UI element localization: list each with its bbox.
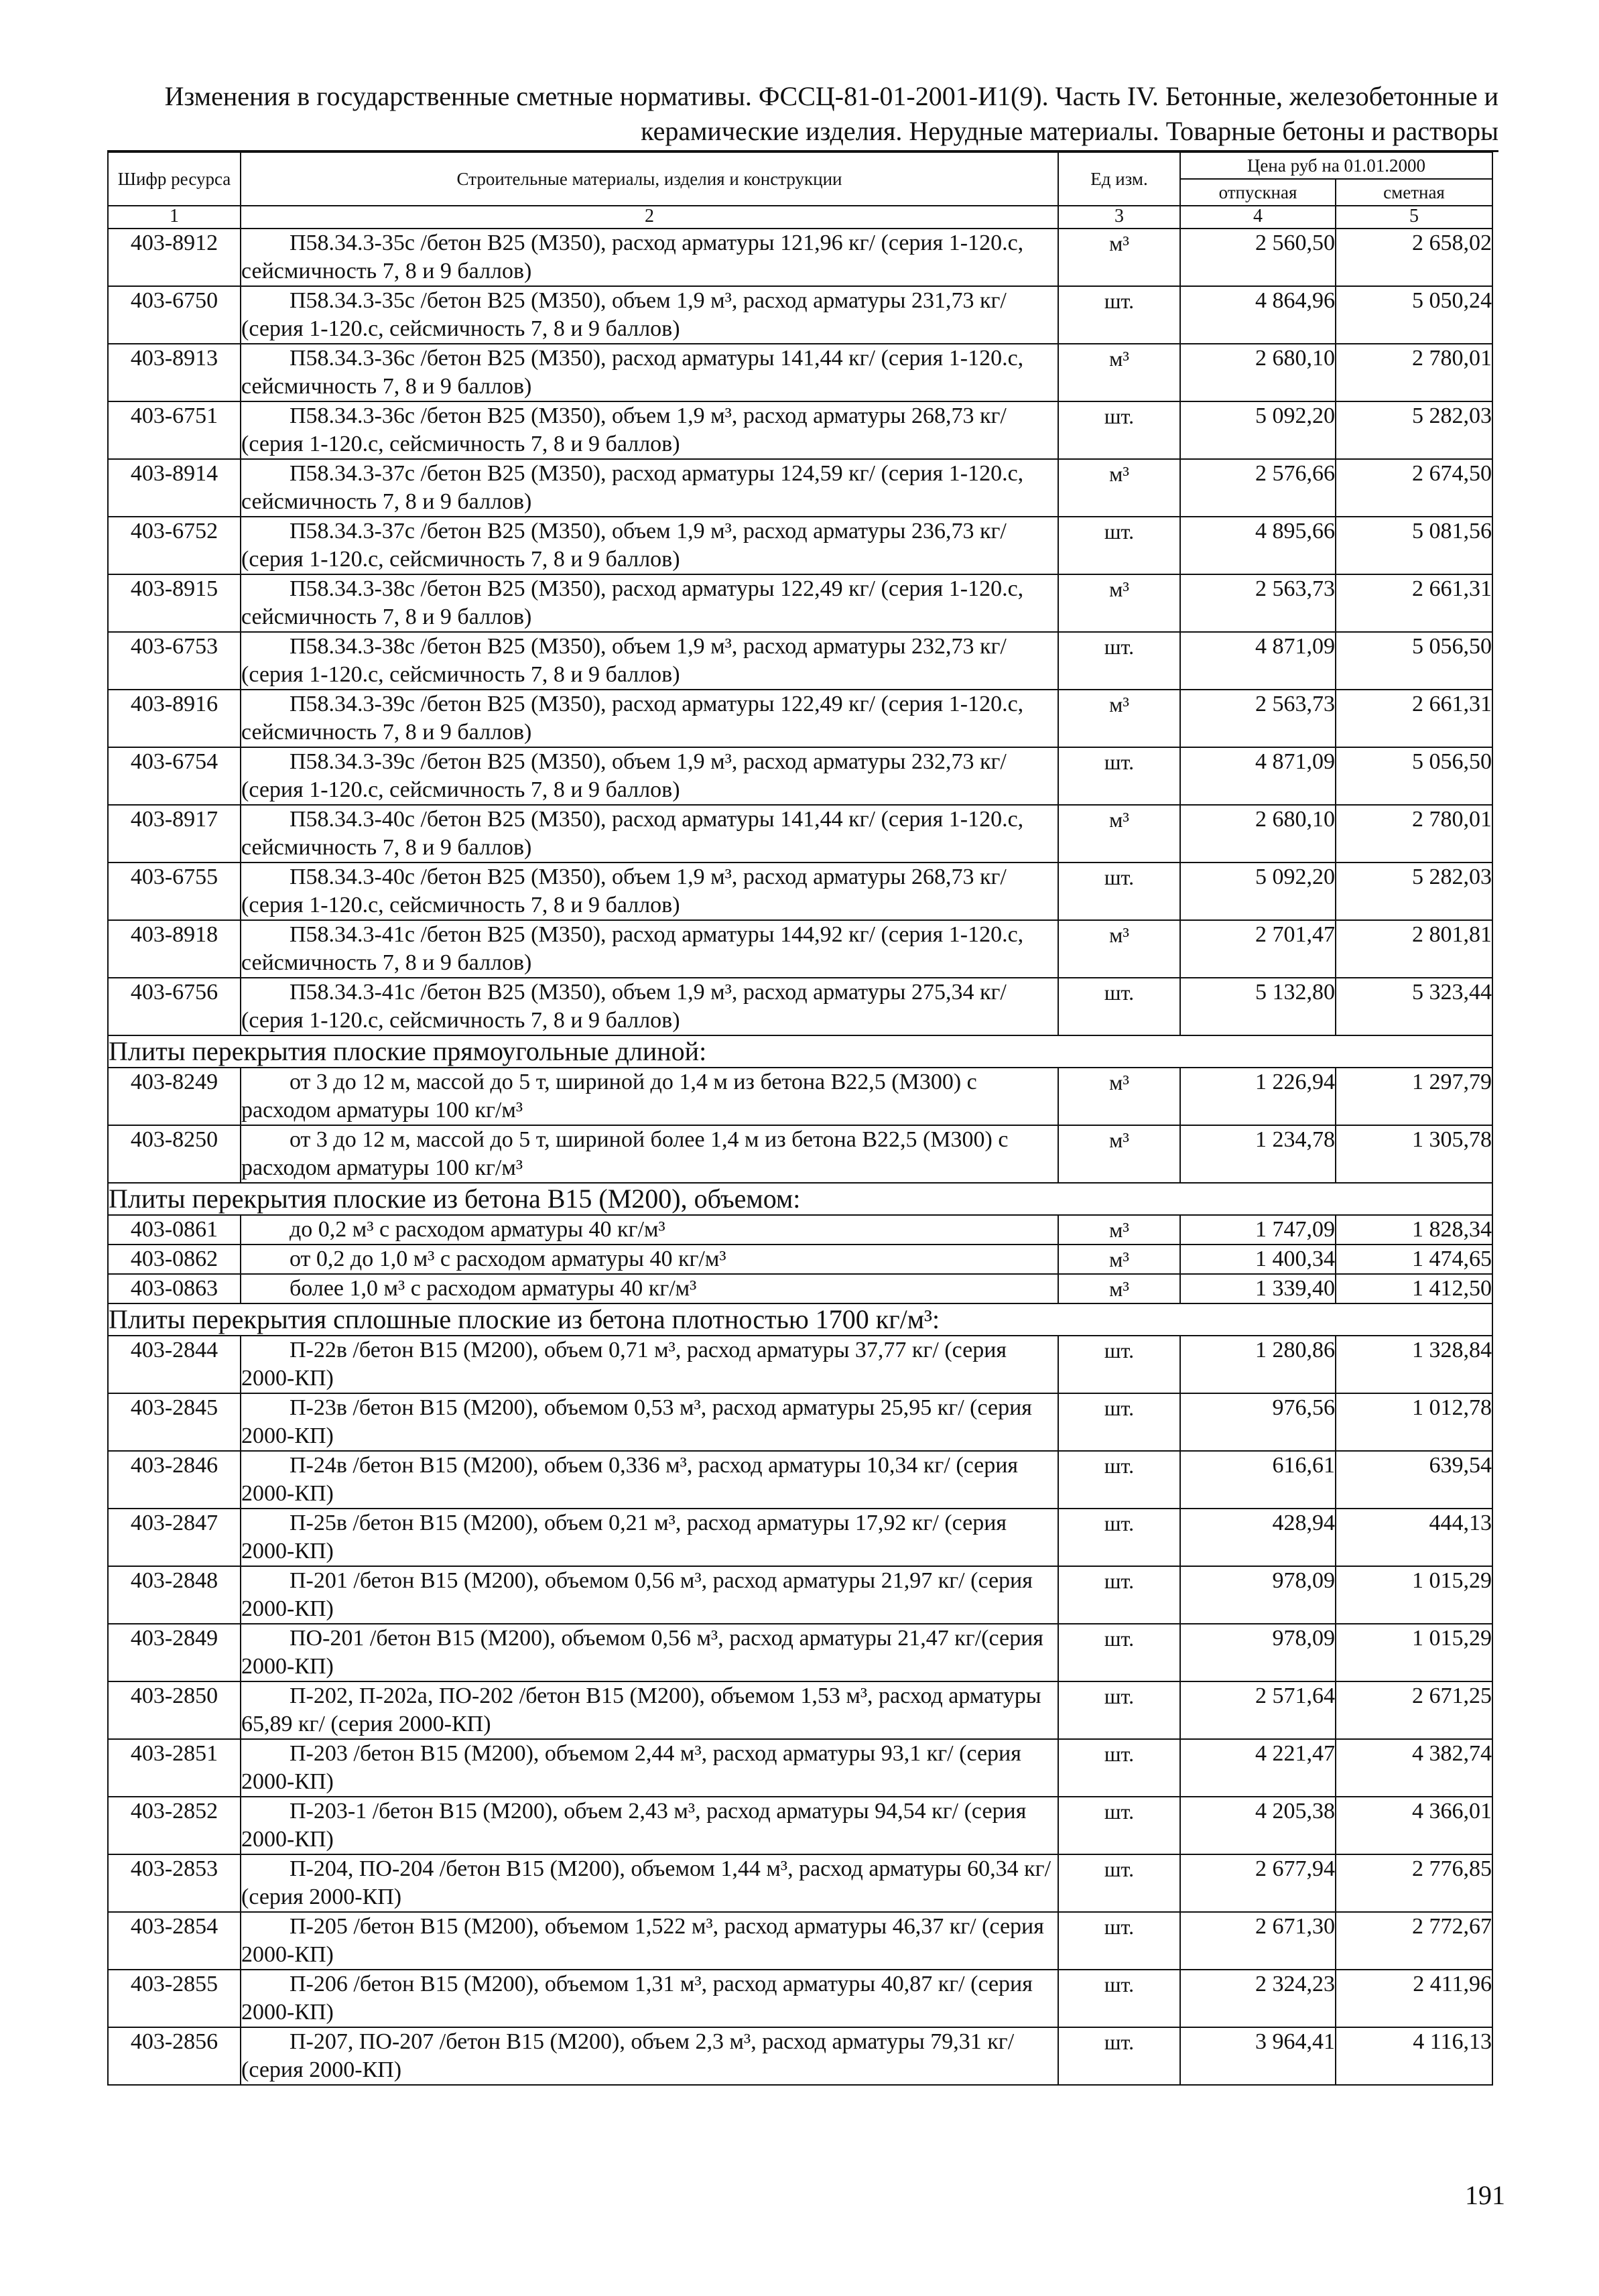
unit: шт. [1058, 401, 1180, 459]
section-title: Плиты перекрытия плоские из бетона В15 (М200), объемом: [108, 1183, 1492, 1215]
resource-code: 403-2849 [108, 1624, 241, 1681]
release-price: 2 701,47 [1180, 920, 1336, 978]
estimate-price: 2 674,50 [1336, 459, 1492, 517]
estimate-price: 2 780,01 [1336, 344, 1492, 401]
unit: шт. [1058, 1451, 1180, 1509]
item-description [241, 1336, 1058, 1393]
resource-code: 403-2845 [108, 1393, 241, 1451]
resource-code: 403-8918 [108, 920, 241, 978]
resource-code: 403-2848 [108, 1566, 241, 1624]
release-price: 616,61 [1180, 1451, 1336, 1509]
item-description-text: П-203-1 /бетон В15 (М200), объем 2,43 м³, расход арматуры 94,54 кг/ (серия 2000-КП) [241, 1799, 1027, 1852]
release-price: 428,94 [1180, 1509, 1336, 1566]
item-description [241, 1274, 1058, 1303]
item-description-text: П-23в /бетон В15 (М200), объемом 0,53 м³, расход арматуры 25,95 кг/ (серия 2000-КП) [241, 1395, 1032, 1448]
item-description-text: более 1,0 м³ с расходом арматуры 40 кг/м³ [290, 1276, 697, 1301]
item-description [241, 1970, 1058, 2027]
resource-code: 403-8914 [108, 459, 241, 517]
resource-code: 403-8249 [108, 1068, 241, 1125]
item-description [241, 344, 1058, 401]
unit: шт. [1058, 747, 1180, 805]
unit: м³ [1058, 1215, 1180, 1245]
resource-code: 403-8912 [108, 229, 241, 286]
resource-code: 403-2850 [108, 1681, 241, 1739]
table-row [108, 1624, 1492, 1681]
table-row [108, 574, 1492, 632]
unit: шт. [1058, 1681, 1180, 1739]
col-number: 1 [108, 206, 241, 229]
table-row [108, 1797, 1492, 1854]
col-number: 5 [1336, 206, 1492, 229]
table-body [108, 229, 1492, 2085]
item-description [241, 1215, 1058, 1245]
item-description [241, 1566, 1058, 1624]
release-price: 1 339,40 [1180, 1274, 1336, 1303]
estimate-price: 1 828,34 [1336, 1215, 1492, 1245]
estimate-price: 5 056,50 [1336, 632, 1492, 690]
section-row [108, 1183, 1492, 1215]
item-description [241, 1068, 1058, 1125]
estimate-price: 5 282,03 [1336, 401, 1492, 459]
item-description-text: П-201 /бетон В15 (М200), объемом 0,56 м³, расход арматуры 21,97 кг/ (серия 2000-КП) [241, 1568, 1033, 1621]
resource-code: 403-2847 [108, 1509, 241, 1566]
item-description [241, 1245, 1058, 1274]
estimate-price: 2 780,01 [1336, 805, 1492, 863]
item-description [241, 1797, 1058, 1854]
table-row [108, 690, 1492, 747]
table-row [108, 1215, 1492, 1245]
release-price: 4 895,66 [1180, 517, 1336, 574]
unit: м³ [1058, 920, 1180, 978]
estimate-price: 639,54 [1336, 1451, 1492, 1509]
release-price: 2 563,73 [1180, 690, 1336, 747]
section-title: Плиты перекрытия плоские прямоугольные длиной: [108, 1035, 1492, 1068]
release-price: 1 234,78 [1180, 1125, 1336, 1183]
item-description-text: П-24в /бетон В15 (М200), объем 0,336 м³, расход арматуры 10,34 кг/ (серия 2000-КП) [241, 1453, 1019, 1506]
item-description-text: П58.34.3-38с /бетон В25 (М350), объем 1,9 м³, расход арматуры 232,73 кг/ (серия 1-120.с, сейсмичность 7, 8 и 9 баллов) [241, 634, 1007, 687]
unit: м³ [1058, 1125, 1180, 1183]
unit: шт. [1058, 1393, 1180, 1451]
item-description-text: от 0,2 до 1,0 м³ с расходом арматуры 40 кг/м³ [290, 1247, 726, 1271]
resource-code: 403-6755 [108, 863, 241, 920]
table-row [108, 978, 1492, 1035]
resource-code: 403-6752 [108, 517, 241, 574]
estimate-price: 1 305,78 [1336, 1125, 1492, 1183]
estimate-price: 4 366,01 [1336, 1797, 1492, 1854]
col-number: 2 [241, 206, 1058, 229]
table-row [108, 1739, 1492, 1797]
resource-code: 403-2854 [108, 1912, 241, 1970]
item-description [241, 747, 1058, 805]
unit: шт. [1058, 632, 1180, 690]
item-description-text: П58.34.3-39с /бетон В25 (М350), расход арматуры 122,49 кг/ (серия 1-120.с, сейсмичность 7, 8 и 9 баллов) [241, 692, 1024, 745]
resource-code: 403-2846 [108, 1451, 241, 1509]
table-row [108, 863, 1492, 920]
table-row [108, 1068, 1492, 1125]
table-row [108, 517, 1492, 574]
unit: шт. [1058, 1912, 1180, 1970]
estimate-price: 1 012,78 [1336, 1393, 1492, 1451]
unit: м³ [1058, 1274, 1180, 1303]
release-price: 2 560,50 [1180, 229, 1336, 286]
estimate-price: 2 658,02 [1336, 229, 1492, 286]
item-description [241, 459, 1058, 517]
resource-code: 403-8916 [108, 690, 241, 747]
item-description-text: до 0,2 м³ с расходом арматуры 40 кг/м³ [290, 1217, 665, 1242]
item-description-text: П58.34.3-38с /бетон В25 (М350), расход арматуры 122,49 кг/ (серия 1-120.с, сейсмичность 7, 8 и 9 баллов) [241, 576, 1024, 629]
unit: шт. [1058, 863, 1180, 920]
col-number: 4 [1180, 206, 1336, 229]
resource-code: 403-6751 [108, 401, 241, 459]
item-description [241, 1739, 1058, 1797]
unit: шт. [1058, 1739, 1180, 1797]
estimate-price: 1 015,29 [1336, 1624, 1492, 1681]
unit: м³ [1058, 1068, 1180, 1125]
unit: м³ [1058, 459, 1180, 517]
price-table [107, 151, 1493, 2086]
item-description-text: П58.34.3-37с /бетон В25 (М350), объем 1,9 м³, расход арматуры 236,73 кг/ (серия 1-120.с, сейсмичность 7, 8 и 9 баллов) [241, 519, 1007, 572]
unit: м³ [1058, 690, 1180, 747]
item-description [241, 517, 1058, 574]
release-price: 4 205,38 [1180, 1797, 1336, 1854]
page-header [107, 79, 1498, 152]
header-description: Строительные материалы, изделия и конструкции [241, 152, 1058, 206]
unit: шт. [1058, 1509, 1180, 1566]
release-price: 5 132,80 [1180, 978, 1336, 1035]
header-release-price: отпускная [1180, 179, 1336, 206]
resource-code: 403-2856 [108, 2027, 241, 2085]
table-row [108, 286, 1492, 344]
item-description [241, 286, 1058, 344]
resource-code: 403-2853 [108, 1854, 241, 1912]
release-price: 2 324,23 [1180, 1970, 1336, 2027]
table-row [108, 344, 1492, 401]
item-description-text: П58.34.3-40с /бетон В25 (М350), объем 1,9 м³, расход арматуры 268,73 кг/ (серия 1-120.с, сейсмичность 7, 8 и 9 баллов) [241, 865, 1007, 917]
resource-code: 403-2844 [108, 1336, 241, 1393]
estimate-price: 4 382,74 [1336, 1739, 1492, 1797]
unit: шт. [1058, 2027, 1180, 2085]
release-price: 2 576,66 [1180, 459, 1336, 517]
item-description-text: П58.34.3-40с /бетон В25 (М350), расход арматуры 141,44 кг/ (серия 1-120.с, сейсмичность 7, 8 и 9 баллов) [241, 807, 1024, 860]
estimate-price: 5 056,50 [1336, 747, 1492, 805]
table-row [108, 1274, 1492, 1303]
table-row [108, 1681, 1492, 1739]
item-description-text: П-202, П-202а, ПО-202 /бетон В15 (М200), объемом 1,53 м³, расход арматуры 65,89 кг/ (серия 2000-КП) [241, 1683, 1041, 1736]
item-description [241, 1125, 1058, 1183]
resource-code: 403-6753 [108, 632, 241, 690]
resource-code: 403-8250 [108, 1125, 241, 1183]
item-description-text: П58.34.3-39с /бетон В25 (М350), объем 1,9 м³, расход арматуры 232,73 кг/ (серия 1-120.с, сейсмичность 7, 8 и 9 баллов) [241, 749, 1007, 802]
release-price: 2 671,30 [1180, 1912, 1336, 1970]
unit: м³ [1058, 344, 1180, 401]
item-description [241, 690, 1058, 747]
item-description-text: П-206 /бетон В15 (М200), объемом 1,31 м³, расход арматуры 40,87 кг/ (серия 2000-КП) [241, 1972, 1033, 2025]
resource-code: 403-0861 [108, 1215, 241, 1245]
item-description-text: П-205 /бетон В15 (М200), объемом 1,522 м³, расход арматуры 46,37 кг/ (серия 2000-КП) [241, 1914, 1044, 1967]
resource-code: 403-8917 [108, 805, 241, 863]
item-description [241, 229, 1058, 286]
release-price: 978,09 [1180, 1624, 1336, 1681]
release-price: 1 400,34 [1180, 1245, 1336, 1274]
estimate-price: 2 801,81 [1336, 920, 1492, 978]
header-line-2: керамические изделия. Нерудные материалы. Товарные бетоны и растворы [641, 116, 1498, 146]
release-price: 4 221,47 [1180, 1739, 1336, 1797]
release-price: 2 571,64 [1180, 1681, 1336, 1739]
resource-code: 403-2852 [108, 1797, 241, 1854]
resource-code: 403-0862 [108, 1245, 241, 1274]
estimate-price: 2 661,31 [1336, 574, 1492, 632]
release-price: 2 680,10 [1180, 805, 1336, 863]
header-unit: Ед изм. [1058, 152, 1180, 206]
table-row [108, 1509, 1492, 1566]
unit: шт. [1058, 1797, 1180, 1854]
unit: м³ [1058, 1245, 1180, 1274]
section-row [108, 1303, 1492, 1336]
table-row [108, 1566, 1492, 1624]
estimate-price: 2 661,31 [1336, 690, 1492, 747]
item-description [241, 920, 1058, 978]
unit: шт. [1058, 286, 1180, 344]
table-row [108, 1125, 1492, 1183]
item-description-text: П58.34.3-41с /бетон В25 (М350), объем 1,9 м³, расход арматуры 275,34 кг/ (серия 1-120.с, сейсмичность 7, 8 и 9 баллов) [241, 980, 1007, 1033]
unit: шт. [1058, 978, 1180, 1035]
col-number: 3 [1058, 206, 1180, 229]
estimate-price: 5 050,24 [1336, 286, 1492, 344]
header-line-1: Изменения в государственные сметные нормативы. ФССЦ-81-01-2001-И1(9). Часть IV. Бетонные, железобетонные и [164, 81, 1498, 111]
resource-code: 403-2855 [108, 1970, 241, 2027]
item-description-text: от 3 до 12 м, массой до 5 т, шириной до 1,4 м из бетона В22,5 (М300) с расходом арматуры 100 кг/м³ [241, 1070, 977, 1123]
item-description [241, 1451, 1058, 1509]
estimate-price: 1 474,65 [1336, 1245, 1492, 1274]
item-description-text: П58.34.3-36с /бетон В25 (М350), объем 1,9 м³, расход арматуры 268,73 кг/ (серия 1-120.с, сейсмичность 7, 8 и 9 баллов) [241, 403, 1007, 456]
release-price: 5 092,20 [1180, 401, 1336, 459]
resource-code: 403-2851 [108, 1739, 241, 1797]
table-row [108, 920, 1492, 978]
release-price: 4 871,09 [1180, 632, 1336, 690]
estimate-price: 4 116,13 [1336, 2027, 1492, 2085]
header-price: Цена руб на 01.01.2000 [1180, 152, 1492, 179]
item-description [241, 1681, 1058, 1739]
unit: шт. [1058, 1624, 1180, 1681]
table-row [108, 1970, 1492, 2027]
table-row [108, 459, 1492, 517]
item-description-text: ПО-201 /бетон В15 (М200), объемом 0,56 м³, расход арматуры 21,47 кг/(серия 2000-КП) [241, 1626, 1043, 1679]
table-row [108, 1912, 1492, 1970]
estimate-price: 1 297,79 [1336, 1068, 1492, 1125]
table-row [108, 1336, 1492, 1393]
table-row [108, 401, 1492, 459]
estimate-price: 1 015,29 [1336, 1566, 1492, 1624]
header-estimate-price: сметная [1336, 179, 1492, 206]
resource-code: 403-6756 [108, 978, 241, 1035]
resource-code: 403-8915 [108, 574, 241, 632]
table-row [108, 2027, 1492, 2085]
item-description-text: П58.34.3-37с /бетон В25 (М350), расход арматуры 124,59 кг/ (серия 1-120.с, сейсмичность 7, 8 и 9 баллов) [241, 461, 1024, 514]
item-description [241, 863, 1058, 920]
unit: м³ [1058, 805, 1180, 863]
estimate-price: 5 081,56 [1336, 517, 1492, 574]
item-description [241, 2027, 1058, 2085]
item-description [241, 1624, 1058, 1681]
item-description [241, 1393, 1058, 1451]
release-price: 3 964,41 [1180, 2027, 1336, 2085]
resource-code: 403-6750 [108, 286, 241, 344]
release-price: 1 747,09 [1180, 1215, 1336, 1245]
table-row [108, 747, 1492, 805]
estimate-price: 2 671,25 [1336, 1681, 1492, 1739]
table-row [108, 1451, 1492, 1509]
header-code: Шифр ресурса [108, 152, 241, 206]
table-row [108, 1393, 1492, 1451]
page-number: 191 [1465, 2180, 1505, 2210]
unit: шт. [1058, 1970, 1180, 2027]
release-price: 4 871,09 [1180, 747, 1336, 805]
table-row [108, 1245, 1492, 1274]
unit: м³ [1058, 229, 1180, 286]
estimate-price: 5 323,44 [1336, 978, 1492, 1035]
item-description-text: П-207, ПО-207 /бетон В15 (М200), объем 2,3 м³, расход арматуры 79,31 кг/ (серия 2000-КП) [241, 2029, 1015, 2082]
item-description-text: П-25в /бетон В15 (М200), объем 0,21 м³, расход арматуры 17,92 кг/ (серия 2000-КП) [241, 1511, 1007, 1564]
item-description-text: П58.34.3-35с /бетон В25 (М350), расход арматуры 121,96 кг/ (серия 1-120.с, сейсмичность 7, 8 и 9 баллов) [241, 231, 1024, 283]
release-price: 976,56 [1180, 1393, 1336, 1451]
release-price: 1 280,86 [1180, 1336, 1336, 1393]
unit: шт. [1058, 1854, 1180, 1912]
item-description-text: П-22в /бетон В15 (М200), объем 0,71 м³, расход арматуры 37,77 кг/ (серия 2000-КП) [241, 1338, 1007, 1391]
resource-code: 403-8913 [108, 344, 241, 401]
unit: шт. [1058, 517, 1180, 574]
item-description [241, 632, 1058, 690]
section-title: Плиты перекрытия сплошные плоские из бетона плотностью 1700 кг/м³: [108, 1303, 1492, 1336]
release-price: 1 226,94 [1180, 1068, 1336, 1125]
release-price: 4 864,96 [1180, 286, 1336, 344]
unit: м³ [1058, 574, 1180, 632]
estimate-price: 2 772,67 [1336, 1912, 1492, 1970]
unit: шт. [1058, 1336, 1180, 1393]
item-description-text: П-204, ПО-204 /бетон В15 (М200), объемом 1,44 м³, расход арматуры 60,34 кг/ (серия 2000-КП) [241, 1856, 1051, 1909]
estimate-price: 5 282,03 [1336, 863, 1492, 920]
item-description [241, 574, 1058, 632]
item-description [241, 1912, 1058, 1970]
item-description-text: П58.34.3-36с /бетон В25 (М350), расход арматуры 141,44 кг/ (серия 1-120.с, сейсмичность 7, 8 и 9 баллов) [241, 346, 1024, 399]
item-description [241, 1509, 1058, 1566]
item-description [241, 978, 1058, 1035]
table-row [108, 632, 1492, 690]
resource-code: 403-0863 [108, 1274, 241, 1303]
estimate-price: 1 328,84 [1336, 1336, 1492, 1393]
estimate-price: 2 776,85 [1336, 1854, 1492, 1912]
item-description [241, 805, 1058, 863]
item-description-text: П58.34.3-41с /бетон В25 (М350), расход арматуры 144,92 кг/ (серия 1-120.с, сейсмичность 7, 8 и 9 баллов) [241, 922, 1024, 975]
table-row [108, 805, 1492, 863]
item-description [241, 1854, 1058, 1912]
resource-code: 403-6754 [108, 747, 241, 805]
table-row [108, 229, 1492, 286]
unit: шт. [1058, 1566, 1180, 1624]
estimate-price: 1 412,50 [1336, 1274, 1492, 1303]
item-description-text: от 3 до 12 м, массой до 5 т, шириной более 1,4 м из бетона В22,5 (М300) с расходом арматуры 100 кг/м³ [241, 1127, 1009, 1180]
estimate-price: 444,13 [1336, 1509, 1492, 1566]
item-description-text: П58.34.3-35с /бетон В25 (М350), объем 1,9 м³, расход арматуры 231,73 кг/ (серия 1-120.с, сейсмичность 7, 8 и 9 баллов) [241, 288, 1007, 341]
item-description [241, 401, 1058, 459]
item-description-text: П-203 /бетон В15 (М200), объемом 2,44 м³, расход арматуры 93,1 кг/ (серия 2000-КП) [241, 1741, 1021, 1794]
estimate-price: 2 411,96 [1336, 1970, 1492, 2027]
release-price: 5 092,20 [1180, 863, 1336, 920]
release-price: 2 563,73 [1180, 574, 1336, 632]
release-price: 978,09 [1180, 1566, 1336, 1624]
release-price: 2 677,94 [1180, 1854, 1336, 1912]
table-row [108, 1854, 1492, 1912]
section-row [108, 1035, 1492, 1068]
release-price: 2 680,10 [1180, 344, 1336, 401]
